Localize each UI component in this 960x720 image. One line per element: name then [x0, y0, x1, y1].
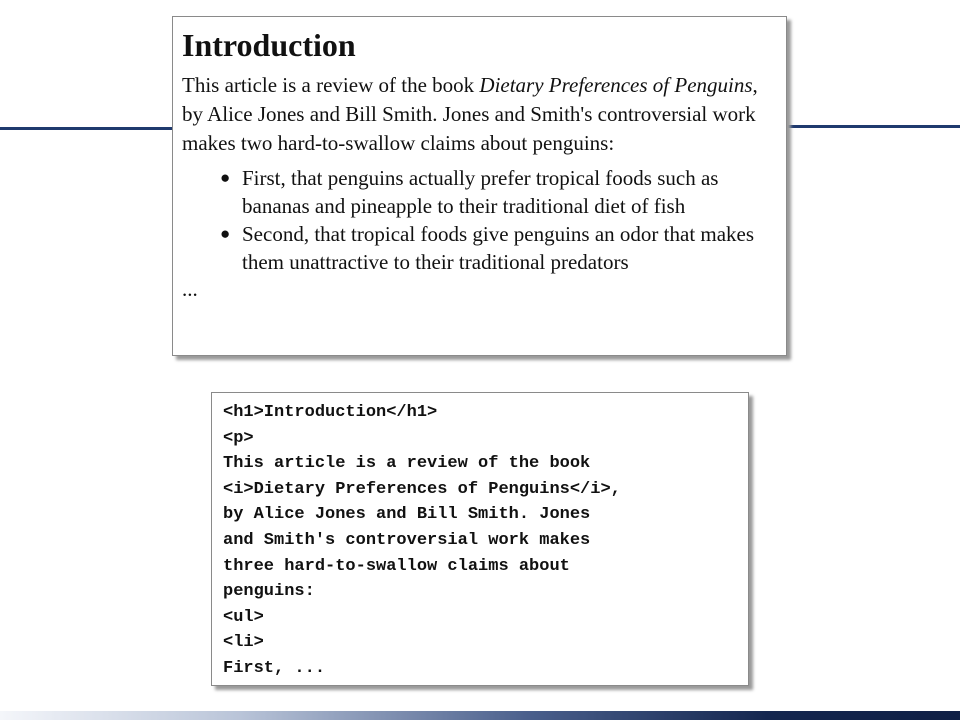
list-item-text: Second, that tropical foods give penguins an odor that makes them unattractive to their traditional predators	[242, 222, 755, 274]
source-line: <p>	[223, 428, 254, 448]
list-item	[220, 220, 772, 276]
rendered-list	[182, 164, 772, 276]
source-code	[223, 400, 621, 682]
rendered-html-panel	[172, 16, 787, 356]
rendered-content	[182, 25, 772, 302]
rendered-heading: Introduction	[182, 27, 356, 63]
source-line: <h1>Introduction</h1>	[223, 403, 438, 422]
source-line: This article is a review of the book	[223, 454, 591, 474]
book-title: Dietary Preferences of Penguins	[479, 73, 753, 97]
source-line: <ul>	[223, 607, 264, 627]
source-line: and Smith's controversial work makes	[223, 530, 591, 550]
source-line: by Alice Jones and Bill Smith. Jones	[223, 505, 591, 525]
source-line: <i>Dietary Preferences of Penguins</i>,	[223, 479, 621, 499]
bullet-icon: ●	[220, 224, 231, 243]
paragraph-text-start: This article is a review of the book	[182, 73, 480, 97]
paragraph-text-end: , by Alice Jones and Bill Smith. Jones and Smith's controversial work makes two hard-to-swallow claims about penguins:	[182, 73, 758, 155]
source-line: <li>	[223, 633, 264, 653]
bullet-icon: ●	[220, 168, 231, 187]
source-line: three hard-to-swallow claims about	[223, 556, 570, 576]
footer-gradient-band	[0, 711, 960, 720]
source-line: First, ...	[223, 658, 326, 678]
list-item	[220, 164, 772, 220]
html-source-panel	[211, 392, 749, 686]
list-item-text: First, that penguins actually prefer tropical foods such as bananas and pineapple to their traditional diet of fish	[242, 166, 719, 218]
rendered-paragraph	[182, 71, 772, 158]
source-line: penguins:	[223, 582, 315, 602]
header-rule-right	[787, 125, 960, 128]
rendered-ellipsis: ...	[182, 277, 198, 301]
header-rule-left	[0, 127, 175, 130]
